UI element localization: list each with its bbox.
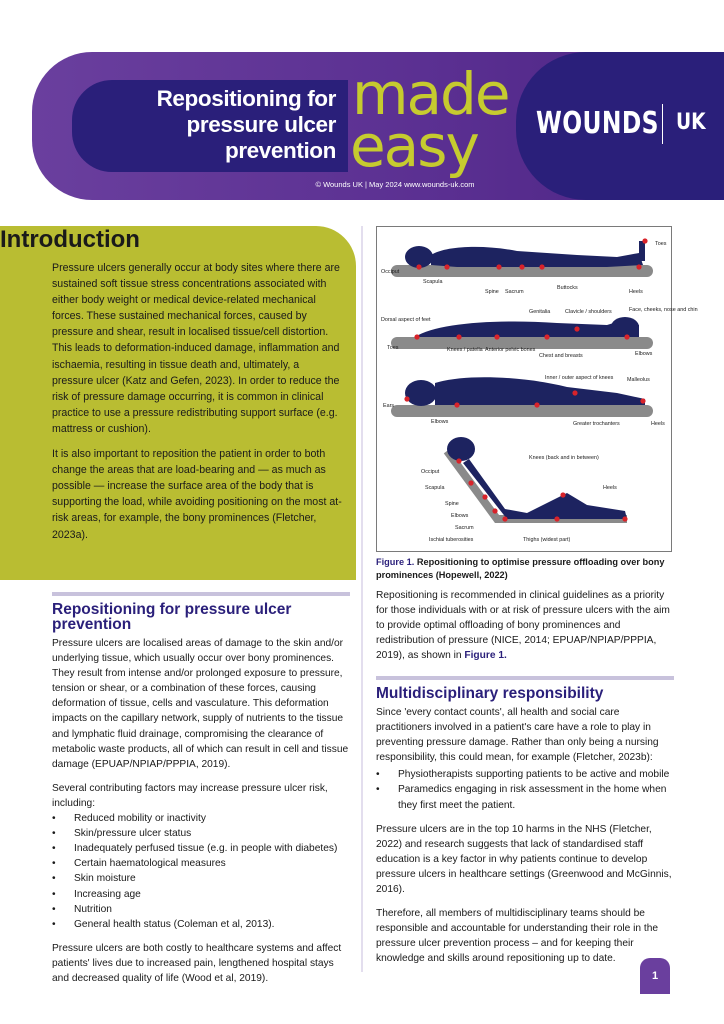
label-malleolus: Malleolus: [627, 377, 650, 383]
pressure-point: [560, 492, 565, 497]
section-heading: Multidisciplinary responsibility: [376, 685, 604, 702]
pressure-point: [554, 516, 559, 521]
pressure-point: [416, 264, 421, 269]
pressure-point: [574, 326, 579, 331]
paragraph: Several contributing factors may increase pressure ulcer risk, including:: [52, 782, 328, 809]
list-item: • Skin/pressure ulcer status: [52, 826, 350, 841]
label-ischial: Ischial tuberosities: [429, 537, 474, 543]
risk-factor-list: [52, 811, 350, 932]
label-elbows: Elbows: [451, 513, 469, 519]
paragraph: Since 'every contact counts', all health and social care practitioners involved in a patient's care have a role to play in preventing pressure damage. Rather than only being a nursing responsibility, this could mean, for example (Fletcher, 2023b):: [376, 707, 659, 764]
pressure-point: [544, 334, 549, 339]
head-shape: [447, 437, 475, 461]
series-easy: easy: [350, 112, 478, 180]
label-trochanters: Greater trochanters: [573, 421, 620, 427]
pressure-point: [468, 480, 473, 485]
surface: [391, 405, 653, 417]
label-toes: Toes: [387, 345, 399, 351]
figure-1: [376, 226, 698, 552]
pressure-point: [572, 390, 577, 395]
label-ears: Ears: [383, 403, 395, 409]
pressure-point: [492, 508, 497, 513]
label-toes: Toes: [655, 241, 667, 247]
label-sacrum: Sacrum: [455, 525, 474, 531]
list-item: • Increasing age: [52, 887, 350, 902]
pressure-point: [496, 264, 501, 269]
pressure-point: [539, 264, 544, 269]
label-knees: Knees / patella: [447, 347, 483, 353]
pressure-point: [640, 398, 645, 403]
label-clavicle: Clavicle / shoulders: [565, 309, 612, 315]
pressure-point: [502, 516, 507, 521]
label-occiput: Occiput: [381, 269, 400, 275]
pressure-point: [519, 264, 524, 269]
head-shape: [405, 380, 437, 406]
pressure-point: [454, 402, 459, 407]
title-line: Repositioning for: [156, 86, 336, 111]
panel-prone: [381, 307, 698, 359]
paragraph: Pressure ulcers are in the top 10 harms in the NHS (Fletcher, 2022) and research suggests that lack of standardised staff education is a key factor in why patients continue to develop pressure ulcers in healthcare settings (Greenwood and McGinnis, 2016).: [376, 823, 672, 896]
head-shape: [611, 317, 639, 337]
body-shape: [435, 377, 645, 405]
pressure-point: [642, 238, 647, 243]
list-item: • General health status (Coleman et al, 2013).: [52, 917, 350, 932]
label-genitalia: Genitalia: [529, 309, 551, 315]
page-title: [110, 86, 336, 164]
label-sacrum: Sacrum: [505, 289, 524, 295]
publication-meta: © Wounds UK | May 2024 www.wounds-uk.com: [315, 180, 475, 189]
section-heading: Repositioning for pressure ulcer prevention: [52, 601, 292, 633]
pressure-point: [622, 516, 627, 521]
body-shape: [431, 247, 643, 267]
body-positions-illustration: [377, 227, 698, 551]
paragraph: Therefore, all members of multidisciplinary teams should be responsible and accountable for understanding their role in the pressure ulcer prevention process – and for keeping their knowledge and skills around repositioning up to date.: [376, 908, 659, 965]
caption-text: Repositioning to optimise pressure offloading over bony prominences (Hopewell, 2022): [376, 557, 665, 580]
foot-shape: [639, 241, 645, 261]
label-dorsal-feet: Dorsal aspect of feet: [381, 317, 431, 323]
paragraph: Pressure ulcers are localised areas of damage to the skin and/or underlying tissue, which usually occur over bony prominences. They result from intense and/or prolonged exposure to pressure, tension or shear, or a combination of these forces, causing deformation of tissue, cells and vasculature. This deformation impacts on the capillary network, supply of nutrients to the tissue and lymphatic fluid drainage, compromising the clearance of metabolic waste products, all of which can result in cell and tissue damage (EPUAP/NPIAP/PPPIA, 2019).: [52, 638, 349, 770]
caption-label: Figure 1.: [376, 557, 415, 567]
panel-side: [383, 375, 665, 427]
label-pelvic: Anterior pelvic bones: [485, 347, 536, 353]
pressure-point: [534, 402, 539, 407]
pressure-point: [404, 396, 409, 401]
page-number: 1: [640, 958, 670, 994]
pressure-point: [444, 264, 449, 269]
multidisciplinary-section: [376, 676, 674, 976]
list-item: • Paramedics engaging in risk assessment in the home when they first meet the patient.: [376, 782, 674, 812]
figure-reference-link[interactable]: Figure 1.: [464, 650, 507, 662]
pressure-point: [636, 264, 641, 269]
label-heels: Heels: [651, 421, 665, 427]
label-elbows: Elbows: [431, 419, 449, 425]
guidelines-paragraph: [376, 588, 674, 663]
series-made: made: [352, 60, 509, 128]
pressure-point: [456, 458, 461, 463]
list-item: • Certain haematological measures: [52, 856, 350, 871]
pressure-point: [624, 334, 629, 339]
title-line: prevention: [224, 138, 336, 163]
intro-heading: Introduction: [0, 226, 140, 253]
brand-logo: WOUNDS: [536, 106, 659, 141]
label-heels: Heels: [603, 485, 617, 491]
pressure-point: [456, 334, 461, 339]
pressure-point: [414, 334, 419, 339]
brand-divider: [662, 104, 663, 144]
label-elbows: Elbows: [635, 351, 653, 357]
list-item: • Skin moisture: [52, 871, 350, 886]
list-item: • Reduced mobility or inactivity: [52, 811, 350, 826]
label-scapula: Scapula: [423, 279, 443, 285]
intro-paragraph: Pressure ulcers generally occur at body sites where there are sustained soft tissue stress concentrations associated with either body weight or medical device-related mechanical forces. These sustained mechanical forces, caused by pressure and shear, result in localised tissue/cell distortion. This leads to deformation-induced damage, inflammation and ischaemia, resulting in tissue death and, ultimately, a pressure ulcer (Katz and Gefen, 2023). In order to reduce the risk of pressure damage occurring, it is common in clinical practice to use a pressure redistributing support surface (e.g. mattress or cushion).: [52, 262, 340, 435]
section-rule: [52, 592, 350, 596]
label-scapula: Scapula: [425, 485, 445, 491]
body-shape: [415, 319, 639, 337]
list-item: • Inadequately perfused tissue (e.g. in people with diabetes): [52, 841, 350, 856]
section-rule: [376, 676, 674, 680]
list-item: • Physiotherapists supporting patients to be active and mobile: [376, 767, 674, 782]
pressure-point: [494, 334, 499, 339]
intro-paragraph: It is also important to reposition the patient in order to both change the areas that are load-bearing and — as much as possible — increase the surface area of the body that is supporting the load, while avoiding positioning on the most at-risk areas, for example, the bony prominences (Fletcher, 2023a).: [52, 448, 342, 541]
label-occiput: Occiput: [421, 469, 440, 475]
paragraph-text: Repositioning is recommended in clinical guidelines as a priority for those individuals with or at risk of pressure ulcers with the aim to provide optimal offloading of bony prominences and redistribution of pressure (NICE, 2014; EPUAP/NPIAP/PPPIA, 2019), as shown in: [376, 590, 670, 662]
label-knees: Knees (back and in between): [529, 455, 599, 461]
pressure-point: [482, 494, 487, 499]
label-chest: Chest and breasts: [539, 353, 583, 359]
role-list: [376, 767, 674, 812]
repositioning-section: [52, 592, 350, 995]
list-item: • Nutrition: [52, 902, 350, 917]
panel-supine: [381, 238, 667, 295]
panel-seated: [421, 437, 628, 543]
label-thighs: Thighs (widest part): [523, 537, 571, 543]
paragraph: Pressure ulcers are both costly to healthcare systems and affect patients' lives due to increased pain, lengthened hospital stays and decreased quality of life (Wood et al, 2019).: [52, 942, 342, 984]
label-spine: Spine: [445, 501, 459, 507]
label-spine: Spine: [485, 289, 499, 295]
label-buttocks: Buttocks: [557, 285, 578, 291]
column-divider: [361, 226, 363, 972]
brand-suffix: UK: [676, 110, 706, 135]
title-line: pressure ulcer: [186, 112, 336, 137]
intro-text: [52, 260, 342, 552]
figure-caption: [376, 556, 674, 582]
label-knees: Inner / outer aspect of knees: [545, 375, 614, 381]
label-face: Face, cheeks, nose and chin: [629, 307, 698, 313]
label-heels: Heels: [629, 289, 643, 295]
